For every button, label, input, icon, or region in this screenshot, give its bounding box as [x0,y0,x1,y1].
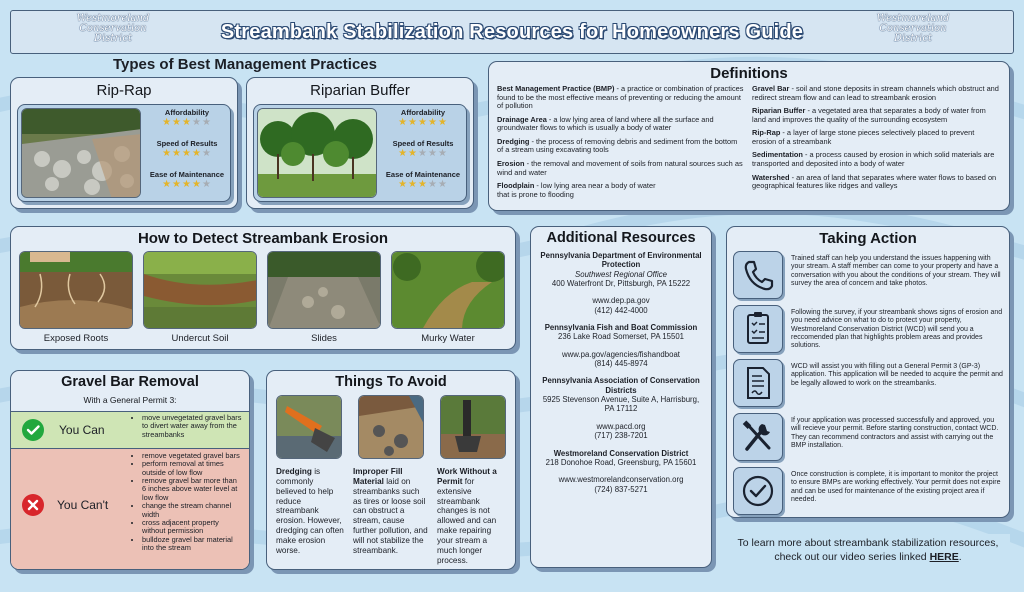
star-filled-icon: ★ [408,148,419,160]
cant-item-4: • change the stream channel width [142,502,243,519]
fill-material-photo [358,395,424,459]
video-link-box [726,534,1010,574]
logo-left-line1: Westmoreland [76,13,150,24]
star-empty-icon: ★ [427,179,438,191]
star-empty-icon: ★ [437,179,448,191]
star-filled-icon: ★ [162,148,173,160]
affordability-label: Affordability [164,108,210,117]
star-filled-icon: ★ [162,117,173,129]
logo-left [73,14,153,44]
res-pfbc-web[interactable]: www.pa.gov/agencies/fishandboat [562,349,680,359]
taking-action-heading: Taking Action [819,230,917,247]
riparian-maintenance-stars [381,179,465,193]
res-dep-office: Southwest Regional Office [575,269,667,279]
star-filled-icon: ★ [182,179,192,191]
def-erosion: Erosion - the removal and movement of soils from natural sources such as wind and water [497,159,743,177]
def-riparian-buffer: Riparian Buffer - a vegetated area that separates a body of water from land and improves the quality of the surrounding ecosystem [752,106,986,124]
can-label: You Can [59,423,105,437]
res-dep-name: Pennsylvania Department of Environmental Protection [540,251,702,270]
maintenance-label-2: Ease of Maintenance [385,170,461,180]
definitions-left [497,85,745,204]
riparian-card [246,77,474,209]
star-empty-icon: ★ [201,148,212,160]
exposed-roots-label: Exposed Roots [43,333,109,344]
undercut-soil-photo [143,251,257,329]
avoid-dredging-text: Dredging is commonly believed to help reduce streambank erosion. However, dredging can often make erosion worse. [276,467,344,555]
logo-right-line3: District [894,33,932,44]
star-empty-icon: ★ [437,148,448,160]
logo-left-line2: Conservation [79,23,147,34]
riprap-maintenance-stars [145,179,229,193]
affordability-label-2: Affordability [400,108,446,117]
can-panel [11,411,249,449]
star-empty-icon: ★ [201,179,212,191]
res-pfbc-phone: (814) 445-8974 [594,359,648,369]
star-filled-icon: ★ [172,117,183,129]
action-step-5 [733,467,1003,517]
maintenance-label: Ease of Maintenance [149,170,225,180]
riprap-title: Rip-Rap [96,82,152,99]
detect-card [10,226,516,350]
riprap-affordability-stars [145,117,229,131]
star-empty-icon: ★ [418,148,428,160]
bmp-heading: Types of Best Management Practices [113,56,377,73]
def-rip-rap: Rip-Rap - a layer of large stone pieces selectively placed to prevent erosion of a streambank [752,128,975,146]
tools-icon [733,413,783,461]
avoid-fill-text: Improper Fill Material laid on streambanks such as tires or loose soil can obstruct a stream, cause further pollution, and will not stabilize the streambank. [353,467,428,555]
cant-item-3: • remove gravel bar more than 6 inches above water level at low flow [142,477,243,502]
definitions-right [752,85,1000,196]
star-filled-icon: ★ [398,117,409,129]
speed-label-2: Speed of Results [392,139,454,149]
slides-photo [267,251,381,329]
action-step-3-text: WCD will assist you with filling out a General Permit 3 (GP-3) application. This application will be needed to acquire the permit and be legally allowed to work on the streambanks. [791,363,1003,387]
avoid-permit-text: Work Without a Permit for extensive streambank changes is not allowed and can make repairing your stream a much longer process. [437,467,497,565]
logo-right [873,14,953,44]
star-filled-icon: ★ [418,179,428,191]
undercut-soil-label: Undercut Soil [171,333,229,344]
cant-item-6: • bulldoze gravel bar material into the stream [142,536,243,553]
logo-left-line3: District [94,33,132,44]
checkmark-circle-icon [733,467,783,515]
video-link-end: . [958,550,962,563]
def-dredging: Dredging - the process of removing debris and sediment from the bottom of a stream using excavating tools [497,136,738,155]
cant-panel [11,449,249,569]
logo-right-line1: Westmoreland [876,13,950,24]
gravel-card [10,370,250,570]
res-dep-phone: (412) 442-4000 [594,305,648,315]
permit-form-icon [733,359,783,407]
star-filled-icon: ★ [398,148,409,160]
riprap-photo [21,108,141,198]
murky-water-photo [391,251,505,329]
can-list [133,414,243,439]
resources-card [530,226,712,568]
star-empty-icon: ★ [427,148,438,160]
definitions-heading: Definitions [710,65,788,82]
action-step-4 [733,413,1003,463]
res-pacd-name: Pennsylvania Association of Conservation Districts [542,376,700,395]
action-step-5-text: Once construction is complete, it is important to monitor the project to ensure BMPs are working effectively. Your permit does not expire and can be used for maintenance of the existing project area if needed. [791,471,1001,503]
res-wcd-web[interactable]: www.westmorelandconservation.org [558,475,684,485]
exposed-roots-photo [19,251,133,329]
res-pacd-address: 5925 Stevenson Avenue, Suite A, Harrisburg, PA 17112 [542,395,700,414]
star-filled-icon: ★ [191,179,202,191]
star-filled-icon: ★ [172,148,183,160]
def-drainage-area: Drainage Area - a low lying area of land where all the surface and groundwater flows to which is usually a body of water [497,114,714,133]
action-step-1 [733,251,1003,301]
page-title: Streambank Stabilization Resources for Homeowners Guide [220,21,804,43]
star-filled-icon: ★ [398,179,409,191]
action-step-2-text: Following the survey, if your streambank shows signs of erosion and you need advice on what to do to protect your property, Westmoreland Conservation District (WCD) will send you a reccomended plan that highlights problem areas and provides solutions. [791,309,1003,349]
riparian-affordability-stars [381,117,465,131]
def-gravel-bar: Gravel Bar - soil and stone deposits in stream channels which obstruct and redirect stream flow and can lead to streambank erosion [752,84,999,102]
res-wcd-address: 218 Donohoe Road, Greensburg, PA 15601 [545,457,697,467]
action-step-1-text: Trained staff can help you understand the issues happening with your stream. A staff member can come to your property and have a conversation with you about the conditions of your stream. They will survey the area of concern and take photos. [791,255,1001,287]
riprap-speed-stars [145,148,229,162]
can-item-1: • move unvegetated gravel bars to divert water away from the streambanks [142,414,243,439]
detect-heading: How to Detect Streambank Erosion [137,230,389,247]
def-watershed: Watershed - an area of land that separates where water flows to based on geographical features like ridges and valleys [752,172,997,191]
star-filled-icon: ★ [408,179,419,191]
riparian-ratings [381,108,465,193]
res-dep-web[interactable]: www.dep.pa.gov [592,296,650,306]
star-empty-icon: ★ [191,117,202,129]
avoid-heading: Things To Avoid [335,374,447,390]
phone-icon [733,251,783,299]
action-step-4-text: If your application was processed successfully and approved, you will recieve your permit. Before starting construction, contact WCD. They can recommend contractors and assist with carrying out the BMP installation. [791,417,999,449]
video-link-text: To learn more about streambank stabilization resources, check out our video series linked [737,537,999,563]
definitions-card [488,61,1010,211]
gravel-heading: Gravel Bar Removal [61,374,199,390]
def-bmp: Best Management Practice (BMP) - a practice or combination of practices found to be the most effective means of preventing or reducing the amount of pollution [497,84,744,111]
taking-action-card [726,226,1010,518]
res-pacd-web[interactable]: www.pacd.org [596,421,646,431]
star-filled-icon: ★ [172,179,183,191]
speed-label: Speed of Results [156,139,218,149]
star-filled-icon: ★ [408,117,419,129]
star-filled-icon: ★ [437,117,448,129]
cant-list [133,452,243,552]
res-wcd-phone: (724) 837-5271 [594,484,648,494]
resources-list [539,251,703,494]
star-filled-icon: ★ [418,117,428,129]
action-step-3 [733,359,1003,409]
dredging-photo [276,395,342,459]
star-filled-icon: ★ [182,117,192,129]
star-empty-icon: ★ [201,117,212,129]
riparian-title: Riparian Buffer [310,82,410,99]
riparian-photo [257,108,377,198]
cant-item-5: • cross adjacent property without permission [142,519,243,536]
res-pfbc-address: 236 Lake Road Somerset, PA 15501 [558,332,684,342]
def-floodplain: Floodplain - low lying area near a body of water that is prone to flooding [497,181,656,199]
avoid-card [266,370,516,570]
cant-label: You Can't [57,498,109,512]
cross-icon [21,493,45,517]
cant-item-1: • remove vegetated gravel bars [142,452,243,460]
riparian-speed-stars [381,148,465,162]
resources-heading: Additional Resources [546,230,696,246]
action-step-2 [733,305,1003,355]
star-filled-icon: ★ [191,148,202,160]
clipboard-plan-icon [733,305,783,353]
riprap-ratings [145,108,229,193]
res-pfbc-name: Pennsylvania Fish and Boat Commission [544,323,698,333]
murky-water-label: Murky Water [421,333,475,344]
star-filled-icon: ★ [427,117,438,129]
gravel-subheading: With a General Permit 3: [83,395,177,405]
slides-label: Slides [311,333,337,344]
no-permit-photo [440,395,506,459]
star-filled-icon: ★ [182,148,192,160]
check-icon [21,418,45,442]
res-dep-address: 400 Waterfront Dr, Pittsburgh, PA 15222 [551,279,691,289]
cant-item-2: • perform removal at times outside of low flow [142,460,243,477]
header-banner [10,10,1014,54]
res-pacd-phone: (717) 238-7201 [594,431,648,441]
res-wcd-name: Westmoreland Conservation District [553,448,689,458]
star-filled-icon: ★ [162,179,173,191]
def-sedimentation: Sedimentation - a process caused by erosion in which solid materials are transported and deposited into a body of water [752,150,995,169]
logo-right-line2: Conservation [879,23,947,34]
video-link-here[interactable]: HERE [929,550,959,563]
riprap-card [10,77,238,209]
